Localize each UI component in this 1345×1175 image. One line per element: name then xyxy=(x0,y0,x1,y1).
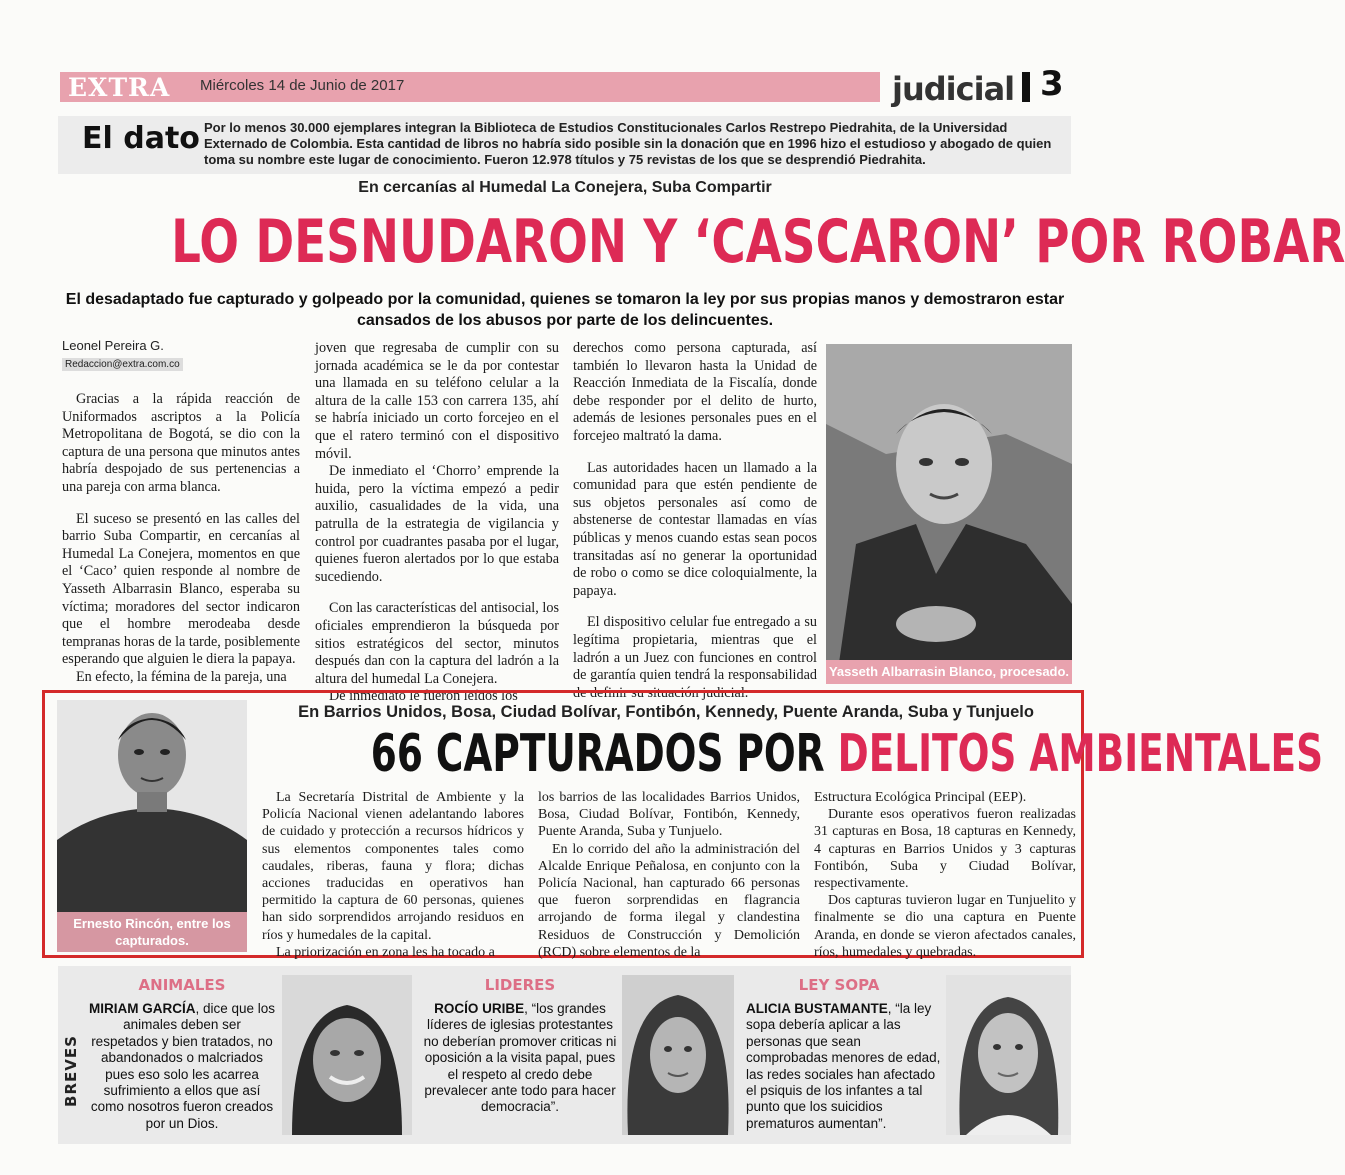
paragraph: Durante esos operativos fueron realizadas 31 capturas en Bosa, 18 capturas en Kennedy, 4 capturas en Barrios Unidos y 3 capturas Fontibón, Suba y Ciudad Bolívar, respectivamente. xyxy=(814,807,1076,892)
paragraph: Las autoridades hacen un llamado a la comunidad para que estén pendiente de sus objetos personales así como de abstenerse de contestar llamadas en vías públicas y menos cuando estas sean pocos transitadas así no generar la oportunidad de robo o como se dice coloquialmente, la papaya. xyxy=(573,459,817,599)
captured-photo xyxy=(57,700,247,952)
byline: Leonel Pereira G. xyxy=(62,338,164,353)
brief-1-photo xyxy=(282,975,412,1135)
byline-email: Redaccion@extra.com.co xyxy=(62,358,183,371)
brief-1-name: MIRIAM GARCÍA xyxy=(88,1001,196,1016)
story1-column-2 xyxy=(315,340,559,706)
paragraph: derechos como persona capturada, así también lo llevaron hasta la Unidad de Reacción Inmediata de la Fiscalía, donde debe responder por el delito de hurto, además de lesiones personales pues en el forcejeo maltrató la dama. xyxy=(573,340,817,444)
paragraph: joven que regresaba de cumplir con su jornada académica se le da por contestar una llamada en su teléfono celular a la altura de la calle 153 con carrera 135, ahí se habría iniciado un corto forcejeo en el que el ratero terminó con el dispositivo móvil. xyxy=(315,340,559,462)
story2-column-2 xyxy=(538,789,800,961)
paragraph: Con las características del antisocial, los oficiales emprendieron la búsqueda por sitios estratégicos del sector, minutos después dan con la captura del ladrón a la altura del humedal La Conejera. xyxy=(315,600,559,687)
brief-1-portrait xyxy=(282,975,412,1135)
suspect-photo-caption: Yasseth Albarrasin Blanco, procesado. xyxy=(826,660,1072,684)
brief-2-photo xyxy=(622,975,734,1135)
header-separator xyxy=(1022,72,1030,102)
section-name: judicial xyxy=(892,70,1015,108)
story2-column-1 xyxy=(262,789,524,961)
story2-headline-pink: DELITOS AMBIENTALES xyxy=(837,724,1324,784)
paragraph: Dos capturas tuvieron lugar en Tunjuelito y finalmente se dio una captura en Puente Aranda, en donde se vieron afectados canales, ríos, humedales y quebradas. xyxy=(814,893,1076,960)
page-number: 3 xyxy=(1040,64,1064,104)
brief-3-text xyxy=(746,1001,942,1132)
dato-label: El dato xyxy=(82,121,200,156)
paragraph: En efecto, la fémina de la pareja, una xyxy=(76,668,287,685)
paragraph: En lo corrido del año la administración del Alcalde Enrique Peñalosa, en conjunto con la Policía Nacional, han capturado 66 personas que fueron sorprendidas en flagrancia arrojando de forma ilegal y clandestina Residuos de Construcción y Demolición (RCD) sobre elementos de la xyxy=(538,841,800,960)
brief-3-photo xyxy=(946,975,1071,1135)
story1-column-3 xyxy=(573,340,817,702)
story2-column-3 xyxy=(814,789,1076,961)
brief-1-body: , dice que los animales deben ser respetados y bien tratados, no abandonados o malcriados pues eso solo les acarrea sufrimiento a ellos que así como nosotros fueron creados por un Dios. xyxy=(90,1001,276,1131)
brief-2-name: ROCÍO URIBE xyxy=(434,1001,525,1016)
brief-2-title: LIDERES xyxy=(484,976,556,994)
story1-headline: LO DESNUDARON Y ‘CASCARON’ POR ROBAR xyxy=(171,207,1345,277)
story2-kicker: En Barrios Unidos, Bosa, Ciudad Bolívar, Fontibón, Kennedy, Puente Aranda, Suba y Tunjuelo xyxy=(298,703,1034,721)
breves-label-box xyxy=(58,1018,82,1128)
breves-label: BREVES xyxy=(62,1035,80,1107)
paragraph: La priorización en zona les ha tocado a xyxy=(276,944,495,960)
logo: EXTRA xyxy=(68,73,171,102)
paragraph: El suceso se presentó en las calles del barrio Suba Compartir, en cercanías al Humedal La Conejera, momentos en que el ‘Caco’ quien responde al nombre de Yasseth Albarrasin Blanco, esperaba su víctima; moradores del sector indicaron que el hombre merodeaba desde tempranas horas de la tarde, posiblemente esperando que alguien le diera la papaya. xyxy=(62,510,300,668)
brief-1-title: ANIMALES xyxy=(138,976,226,994)
paragraph: La Secretaría Distrital de Ambiente y la Policía Nacional vienen adelantando labores de cuidado y protección a recursos hídricos y sus elementos componentes tales como caudales, riberas, fauna y flora; dichas acciones traducidas en operativos han permitido la captura de 60 personas, quienes han sido sorprendidos arrojando residuos en ríos y humedales de la capital. xyxy=(262,790,524,943)
brief-3-title: LEY SOPA xyxy=(798,976,880,994)
story1-deck: El desadaptado fue capturado y golpeado por la comunidad, quienes se tomaron la ley por sus propias manos y demostraron estar cansados de los abusos por parte de los delincuentes. xyxy=(65,291,1065,329)
brief-2-text xyxy=(422,1001,618,1116)
brief-2-portrait xyxy=(622,975,734,1135)
brief-3-name: ALICIA BUSTAMANTE xyxy=(746,1001,888,1016)
brief-1-text xyxy=(88,1001,276,1132)
paragraph: Estructura Ecológica Principal (EEP). xyxy=(814,790,1027,805)
paragraph: los barrios de las localidades Barrios Unidos, Bosa, Ciudad Bolívar, Fontibón, Kennedy, Puente Aranda, Suba y Tunjuelo. xyxy=(538,790,800,840)
paragraph: Gracias a la rápida reacción de Uniformados ascriptos a la Policía Metropolitana de Bogotá, se dio con la captura de una persona que minutos antes habría despojado de sus pertenencias a una pareja con arma blanca. xyxy=(62,391,300,495)
captured-photo-caption: Ernesto Rincón, entre los capturados. xyxy=(57,912,247,952)
brief-2-body: , “los grandes líderes de iglesias protestantes no deberían promover criticas ni oposición a la visita papal, pues el respeto al credo debe prevalecer ante todo para hacer democracia”. xyxy=(423,1001,617,1115)
story2-headline-black: 66 CAPTURADOS POR xyxy=(370,724,825,784)
paragraph: De inmediato le fueron leídos los xyxy=(329,688,518,705)
dato-text: Por lo menos 30.000 ejemplares integran la Biblioteca de Estudios Constitucionales Carlos Restrepo Piedrahita, de la Universidad Externado de Colombia. Esta cantidad de libros no habría sido posible sin la donación que en 1996 hizo el estudioso y abogado de quien toma su nombre este lugar de conocimiento. Fueron 12.978 títulos y 75 revistas de los que se desprendió Piedrahita. xyxy=(204,120,1052,167)
paragraph: El dispositivo celular fue entregado a su legítima propietaria, mientras que el ladrón a un Juez con funciones en control de garantía quien tendrá la responsabilidad de definir su situación judicial. xyxy=(573,614,817,701)
paragraph: De inmediato el ‘Chorro’ emprende la huida, pero la víctima empezó a pedir auxilio, casualidades de la vida, una patrulla de la estrategia de vigilancia y control por cuadrantes pasaba por el lugar, quienes fueron alertados por lo que estaba sucediendo. xyxy=(315,463,559,585)
story1-column-1 xyxy=(62,391,300,687)
issue-date: Miércoles 14 de Junio de 2017 xyxy=(200,77,405,94)
brief-3-portrait xyxy=(946,975,1071,1135)
brief-3-body: , “la ley sopa debería aplicar a las personas que sean comprobadas menores de edad, las redes sociales han afectado el psiquis de los infantes a tal punto que los suicidios prematuros aumentan”. xyxy=(746,1001,941,1131)
story1-kicker: En cercanías al Humedal La Conejera, Suba Compartir xyxy=(358,179,772,196)
suspect-photo xyxy=(826,344,1072,684)
suspect-photo-illustration xyxy=(826,344,1072,684)
story2-headline xyxy=(370,724,1324,784)
